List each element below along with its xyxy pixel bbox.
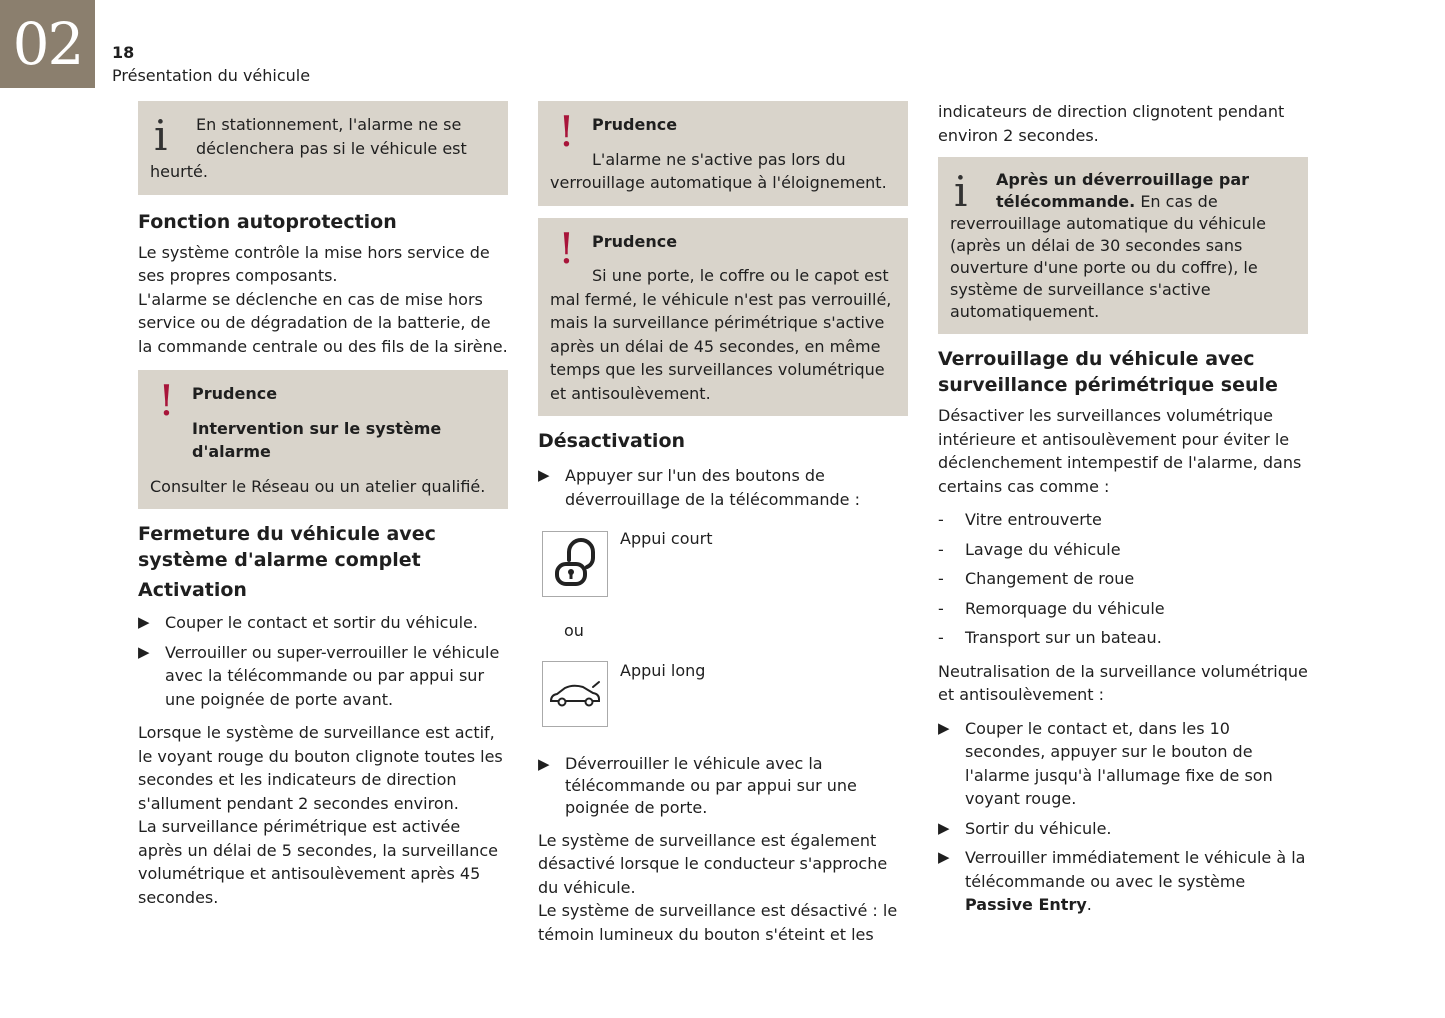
- heading-activation: Activation: [138, 579, 247, 601]
- bullet-item: ▶ Verrouiller ou super-verrouiller le véhicule avec la télécommande ou par appui sur une poignée de porte avant.: [138, 641, 508, 712]
- info-icon: i: [954, 167, 968, 216]
- column-3: [938, 100, 1308, 923]
- column-1: [138, 101, 508, 909]
- car-trunk-icon: [542, 661, 608, 727]
- column-2: [538, 101, 908, 946]
- info-icon: i: [154, 111, 168, 160]
- bullet-item: ▶ Sortir du véhicule.: [938, 817, 1308, 841]
- or-text: ou: [564, 621, 584, 640]
- warning-box: [538, 101, 908, 206]
- info-text: En stationnement, l'alarme ne se déclenchera pas si le véhicule est heurté.: [150, 115, 467, 181]
- bullet-item: ▶ Déverrouiller le véhicule avec la télécommande ou par appui sur une poignée de porte.: [538, 753, 857, 817]
- paragraph: Lorsque le système de surveillance est actif, le voyant rouge du bouton clignote toutes les secondes et les indicateurs de direction s'allument pendant 2 secondes environ.: [138, 723, 503, 813]
- chapter-tab: 02: [0, 0, 95, 88]
- icon-row: [542, 661, 908, 727]
- list-item: - Vitre entrouverte: [938, 510, 1102, 529]
- paragraph: indicateurs de direction clignotent pendant environ 2 secondes.: [938, 102, 1285, 145]
- paragraph: Le système de surveillance est également désactivé lorsque le conducteur s'approche du véhicule.: [538, 830, 888, 897]
- bullet-item: ▶ Appuyer sur l'un des boutons de déverrouillage de la télécommande :: [538, 464, 908, 511]
- paragraph: Le système de surveillance est désactivé : le témoin lumineux du bouton s'éteint et les: [538, 901, 898, 944]
- unlock-icon: [542, 531, 608, 597]
- warning-text: Si une porte, le coffre ou le capot est mal fermé, le véhicule n'est pas verrouillé, mais la surveillance périmétrique s'active après un délai de 45 secondes, en même temps que les surveillances volumétrique et antisoulèvement.: [550, 266, 892, 403]
- heading-fermeture: Fermeture du véhicule avec système d'alarme complet: [138, 523, 436, 571]
- icon-row: [542, 531, 908, 597]
- bullet-arrow-icon: ▶: [538, 466, 550, 484]
- bullet-arrow-icon: ▶: [938, 848, 950, 866]
- paragraph: La surveillance périmétrique est activée après un délai de 5 secondes, la surveillance volumétrique et antisoulèvement après 45 secondes.: [138, 817, 498, 907]
- bullet-arrow-icon: ▶: [138, 613, 150, 631]
- warning-title: Prudence: [592, 115, 678, 134]
- page-number: 18: [112, 43, 135, 62]
- section-title: Présentation du véhicule: [112, 66, 311, 85]
- info-bold-text: Après un déverrouillage par télécommande.: [996, 170, 1250, 211]
- list-item: - Lavage du véhicule: [938, 539, 1121, 559]
- bullet-arrow-icon: ▶: [538, 754, 550, 773]
- warning-subtitle: Intervention sur le système d'alarme: [192, 418, 442, 461]
- info-box: [138, 101, 508, 195]
- heading-verrouillage: Verrouillage du véhicule avec surveillance périmétrique seule: [938, 348, 1278, 396]
- bullet-arrow-icon: ▶: [938, 818, 950, 837]
- warning-title: Prudence: [192, 384, 278, 403]
- warning-text: Consulter le Réseau ou un atelier qualifié.: [150, 476, 486, 496]
- paragraph: L'alarme se déclenche en cas de mise hors service ou de dégradation de la batterie, de la commande centrale ou des fils de la sirène.: [138, 289, 508, 356]
- info-text: En cas de reverrouillage automatique du véhicule (après un délai de 30 secondes sans ouverture d'une porte ou du coffre), le système de surveillance s'active automatiquement.: [950, 192, 1266, 321]
- bullet-item: ▶ Couper le contact et sortir du véhicule.: [138, 611, 508, 635]
- bullet-item: ▶ Verrouiller immédiatement le véhicule à la télécommande ou avec le système Passive Entry.: [938, 846, 1308, 917]
- list-item: - Changement de roue: [938, 569, 1135, 588]
- warning-box: [138, 370, 508, 509]
- bullet-arrow-icon: ▶: [938, 718, 950, 737]
- bullet-item: ▶ Couper le contact et, dans les 10 secondes, appuyer sur le bouton de l'alarme jusqu'à l'allumage fixe de son voyant rouge.: [938, 717, 1308, 811]
- warning-text: L'alarme ne s'active pas lors du verrouillage automatique à l'éloignement.: [550, 149, 887, 192]
- warning-icon: !: [558, 223, 575, 273]
- list-item: - Remorquage du véhicule: [938, 598, 1165, 618]
- bullet-arrow-icon: ▶: [138, 642, 150, 661]
- paragraph: Désactiver les surveillances volumétrique intérieure et antisoulèvement pour éviter le déclenchement intempestif de l'alarme, dans certains cas comme :: [938, 406, 1302, 496]
- warning-box: [538, 218, 908, 417]
- warning-title: Prudence: [592, 231, 678, 251]
- paragraph: Neutralisation de la surveillance volumétrique et antisoulèvement :: [938, 661, 1308, 704]
- warning-icon: !: [558, 107, 575, 156]
- info-box: [938, 157, 1308, 334]
- warning-icon: !: [158, 376, 175, 425]
- list-item: - Transport sur un bateau.: [938, 628, 1162, 647]
- heading-desactivation: Désactivation: [538, 430, 686, 452]
- icon-label: Appui long: [620, 660, 706, 680]
- icon-label: Appui court: [620, 529, 713, 548]
- paragraph: Le système contrôle la mise hors service de ses propres composants.: [138, 242, 490, 285]
- heading-autoprotection: Fonction autoprotection: [138, 210, 397, 233]
